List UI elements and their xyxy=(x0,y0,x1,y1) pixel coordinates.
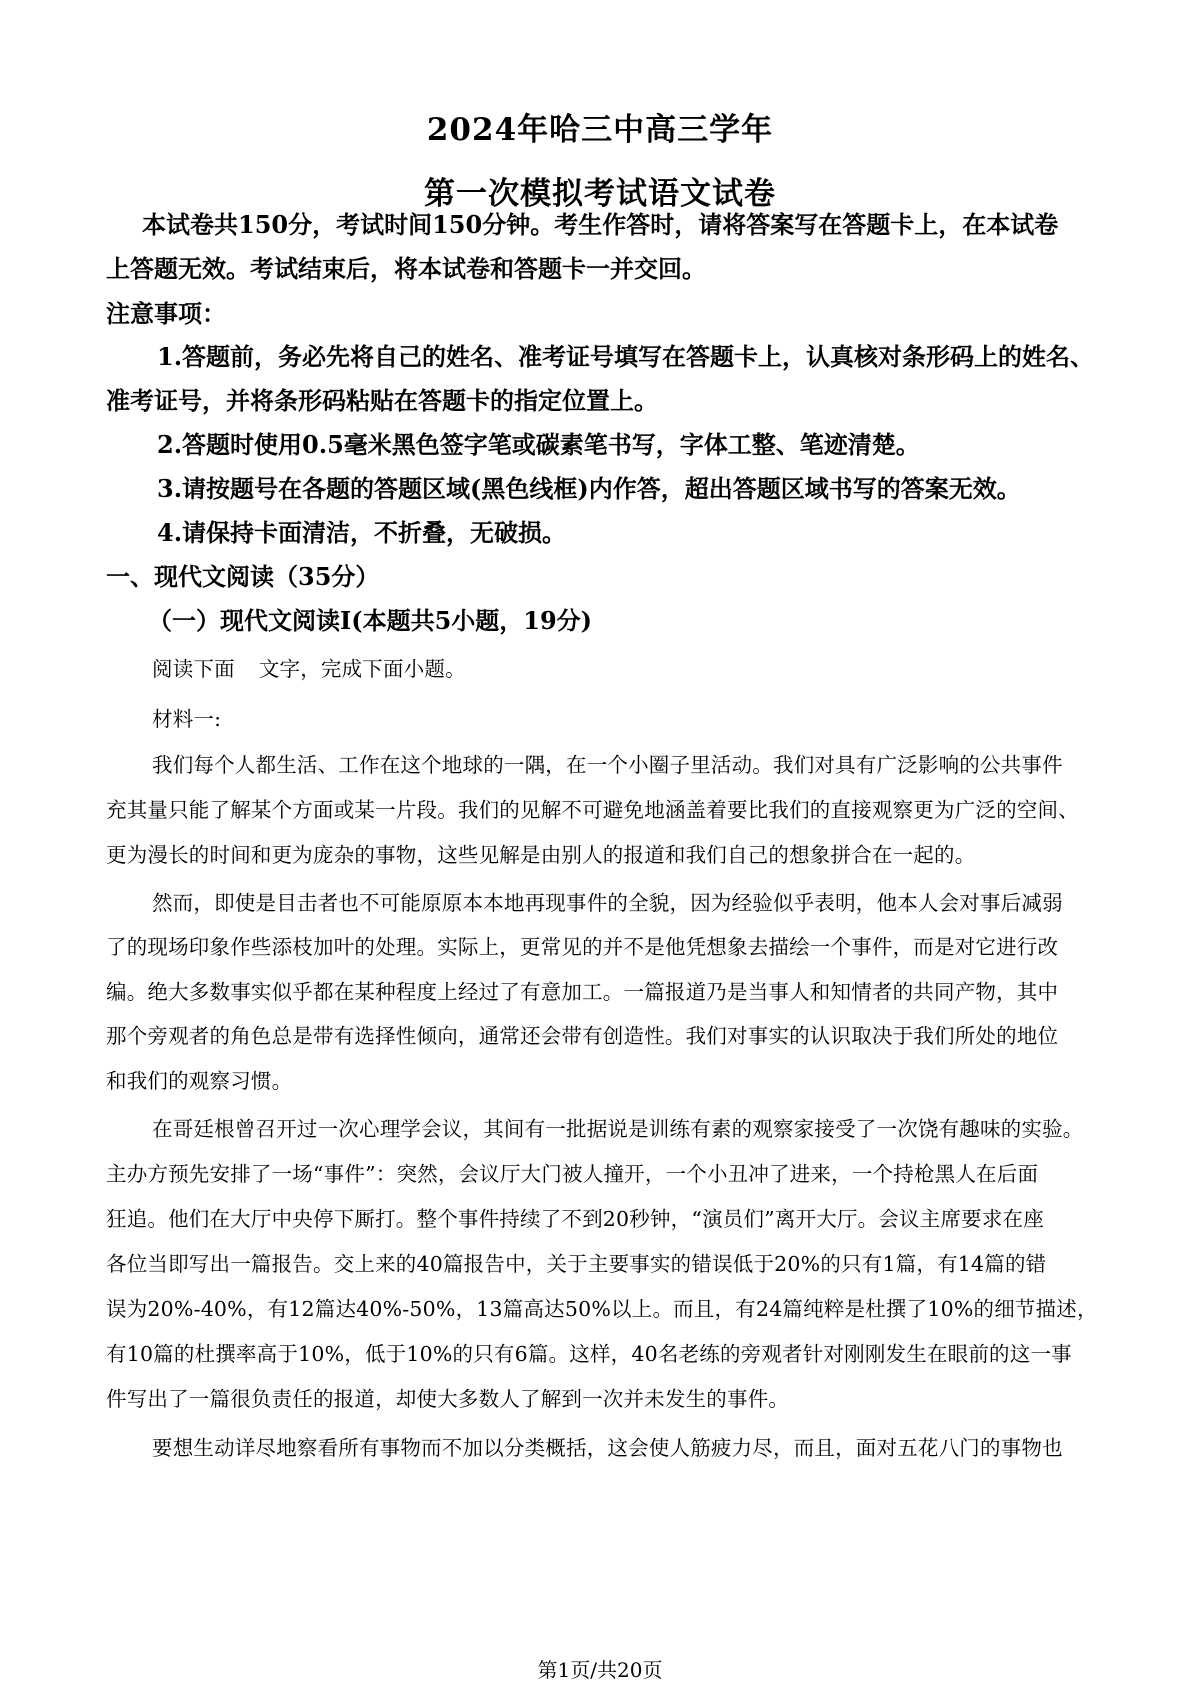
notice-item-3: 3.请按题号在各题的答题区域(黑色线框)内作答，超出答题区域书写的答案无效。 xyxy=(157,474,1021,503)
passage-line: 主办方预先安排了一场“事件”：突然，会议厅大门被人撞开，一个小丑冲了进来，一个持枪黑人在后面 xyxy=(106,1162,1039,1186)
intro-line-1: 本试卷共150分，考试时间150分钟。考生作答时，请将答案写在答题卡上，在本试卷 xyxy=(142,210,1059,239)
notice-item-2: 2.答题时使用0.5毫米黑色签字笔或碳素笔书写，字体工整、笔迹清楚。 xyxy=(157,430,920,459)
passage-line: 然而，即使是目击者也不可能原原本本地再现事件的全貌，因为经验似乎表明，他本人会对事后减弱 xyxy=(152,891,1063,915)
exam-title-line1: 2024年哈三中高三学年 xyxy=(426,112,774,148)
notice-heading: 注意事项： xyxy=(106,299,226,328)
notice-item-1-line-1: 1.答题前，务必先将自己的姓名、准考证号填写在答题卡上，认真核对条形码上的姓名、 xyxy=(157,342,1095,371)
passage-line: 要想生动详尽地察看所有事物而不加以分类概括，这会使人筋疲力尽，而且，面对五花八门的事物也 xyxy=(152,1436,1063,1460)
instruction-part-a: 阅读下面 xyxy=(152,657,235,681)
section-heading: 一、现代文阅读（35分） xyxy=(106,562,380,591)
passage-line: 狂追。他们在大厅中央停下厮打。整个事件持续了不到20秒钟，“演员们”离开大厅。会议主席要求在座 xyxy=(106,1207,1044,1231)
intro-line-2: 上答题无效。考试结束后，将本试卷和答题卡一并交回。 xyxy=(106,254,706,283)
material-label: 材料一: xyxy=(152,707,222,731)
passage-line: 件写出了一篇很负责任的报道，却使大多数人了解到一次并未发生的事件。 xyxy=(106,1387,790,1411)
passage-line: 各位当即写出一篇报告。交上来的40篇报告中，关于主要事实的错误低于20%的只有1篇，有14篇的错 xyxy=(106,1252,1047,1276)
notice-item-1-line-2: 准考证号，并将条形码粘贴在答题卡的指定位置上。 xyxy=(106,386,658,415)
passage-line: 我们每个人都生活、工作在这个地球的一隅，在一个小圈子里活动。我们对具有广泛影响的公共事件 xyxy=(152,753,1063,777)
passage-line: 和我们的观察习惯。 xyxy=(106,1069,293,1093)
passage-line: 更为漫长的时间和更为庞杂的事物，这些见解是由别人的报道和我们自己的想象拼合在一起的。 xyxy=(106,843,976,867)
instruction-part-b: 文字，完成下面小题。 xyxy=(258,657,466,681)
passage-line: 了的现场印象作些添枝加叶的处理。实际上，更常见的并不是他凭想象去描绘一个事件，而是对它进行改 xyxy=(106,935,1059,959)
passage-line: 那个旁观者的角色总是带有选择性倾向，通常还会带有创造性。我们对事实的认识取决于我们所处的地位 xyxy=(106,1024,1059,1048)
passage-line: 误为20%-40%，有12篇达40%-50%，13篇高达50%以上。而且，有24篇纯粹是杜撰了10%的细节描述， xyxy=(106,1297,1098,1321)
passage-line: 有10篇的杜撰率高于10%，低于10%的只有6篇。这样，40名老练的旁观者针对刚刚发生在眼前的这一事 xyxy=(106,1342,1072,1366)
exam-title-line2: 第一次模拟考试语文试卷 xyxy=(424,176,776,212)
passage-line: 编。绝大多数事实似乎都在某种程度上经过了有意加工。一篇报道乃是当事人和知情者的共同产物，其中 xyxy=(106,980,1059,1004)
passage-line: 在哥廷根曾召开过一次心理学会议，其间有一批据说是训练有素的观察家接受了一次饶有趣味的实验。 xyxy=(152,1117,1084,1141)
page-footer: 第1页/共20页 xyxy=(537,1658,663,1682)
reading-instruction xyxy=(152,654,466,684)
section-subheading: （一）现代文阅读Ⅰ(本题共5小题，19分) xyxy=(148,606,593,635)
passage-line: 充其量只能了解某个方面或某一片段。我们的见解不可避免地涵盖着要比我们的直接观察更为广泛的空间、 xyxy=(106,798,1079,822)
notice-item-4: 4.请保持卡面清洁，不折叠，无破损。 xyxy=(157,518,567,547)
